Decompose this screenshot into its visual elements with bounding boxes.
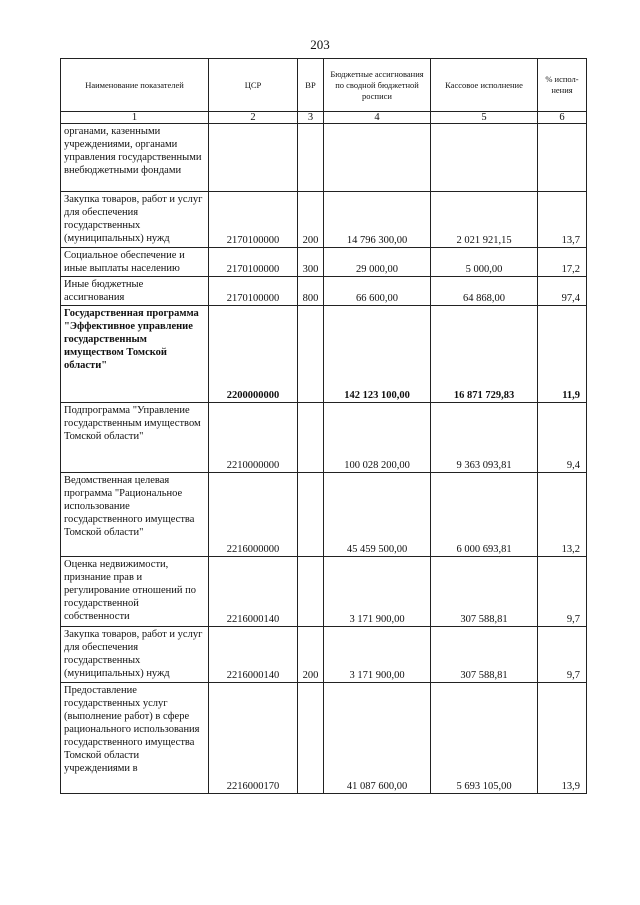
row-name: Закупка товаров, работ и услуг для обеспечения государственных (муниципальных) нужд <box>61 627 209 683</box>
row-vr: 300 <box>298 248 324 277</box>
row-cash: 5 693 105,00 <box>431 683 538 794</box>
row-cash: 64 868,00 <box>431 277 538 306</box>
row-vr <box>298 557 324 627</box>
row-pct: 11,9 <box>538 306 587 403</box>
row-name: Закупка товаров, работ и услуг для обеспечения государственных (муниципальных) нужд <box>61 192 209 248</box>
row-cash: 16 871 729,83 <box>431 306 538 403</box>
header-csr: ЦСР <box>209 59 298 112</box>
row-budget: 66 600,00 <box>324 277 431 306</box>
row-cash: 2 021 921,15 <box>431 192 538 248</box>
row-csr: 2216000140 <box>209 627 298 683</box>
row-vr <box>298 473 324 557</box>
row-csr: 2216000170 <box>209 683 298 794</box>
header-pct: % испол-нения <box>538 59 587 112</box>
row-name: Оценка недвижимости, признание прав и регулирование отношений по государственной собственности <box>61 557 209 627</box>
row-budget: 14 796 300,00 <box>324 192 431 248</box>
row-csr <box>209 124 298 192</box>
row-pct: 17,2 <box>538 248 587 277</box>
row-vr: 800 <box>298 277 324 306</box>
row-vr <box>298 683 324 794</box>
table-row <box>61 277 587 306</box>
header-cash: Кассовое исполнение <box>431 59 538 112</box>
column-number: 2 <box>209 112 298 124</box>
column-number: 4 <box>324 112 431 124</box>
row-pct: 97,4 <box>538 277 587 306</box>
table-row <box>61 124 587 192</box>
row-name: Государственная программа "Эффективное управление государственным имуществом Томской области" <box>61 306 209 403</box>
row-pct: 9,4 <box>538 403 587 473</box>
table-row <box>61 473 587 557</box>
row-pct <box>538 124 587 192</box>
row-pct: 13,7 <box>538 192 587 248</box>
column-number: 3 <box>298 112 324 124</box>
row-budget: 3 171 900,00 <box>324 627 431 683</box>
row-cash: 307 588,81 <box>431 557 538 627</box>
row-budget <box>324 124 431 192</box>
row-name: органами, казенными учреждениями, органами управления государственными внебюджетными фондами <box>61 124 209 192</box>
row-budget: 3 171 900,00 <box>324 557 431 627</box>
row-cash: 9 363 093,81 <box>431 403 538 473</box>
row-csr: 2216000000 <box>209 473 298 557</box>
row-vr <box>298 124 324 192</box>
row-cash: 6 000 693,81 <box>431 473 538 557</box>
table-row <box>61 627 587 683</box>
row-csr: 2170100000 <box>209 248 298 277</box>
column-number: 5 <box>431 112 538 124</box>
row-cash: 5 000,00 <box>431 248 538 277</box>
table-row <box>61 683 587 794</box>
row-name: Предоставление государственных услуг (выполнение работ) в сфере рационального использования государственного имущества Томской области учреждениями в <box>61 683 209 794</box>
row-name: Ведомственная целевая программа "Рациональное использование государственного имущества Томской области" <box>61 473 209 557</box>
row-pct: 9,7 <box>538 557 587 627</box>
table-row <box>61 248 587 277</box>
row-csr: 2210000000 <box>209 403 298 473</box>
table-row <box>61 306 587 403</box>
row-budget: 100 028 200,00 <box>324 403 431 473</box>
row-budget: 142 123 100,00 <box>324 306 431 403</box>
table-row <box>61 403 587 473</box>
header-vr: ВР <box>298 59 324 112</box>
row-name: Социальное обеспечение и иные выплаты населению <box>61 248 209 277</box>
row-cash: 307 588,81 <box>431 627 538 683</box>
header-name: Наименование показателей <box>61 59 209 112</box>
row-vr: 200 <box>298 192 324 248</box>
budget-table <box>60 58 587 794</box>
row-csr: 2216000140 <box>209 557 298 627</box>
row-csr: 2200000000 <box>209 306 298 403</box>
row-vr <box>298 306 324 403</box>
row-vr <box>298 403 324 473</box>
row-name: Подпрограмма "Управление государственным имуществом Томской области" <box>61 403 209 473</box>
column-number: 6 <box>538 112 587 124</box>
row-name: Иные бюджетные ассигнования <box>61 277 209 306</box>
page-number: 203 <box>310 37 330 52</box>
table-row <box>61 192 587 248</box>
header-budget: Бюджетные ассигнования по сводной бюджетной росписи <box>324 59 431 112</box>
row-csr: 2170100000 <box>209 277 298 306</box>
row-budget: 29 000,00 <box>324 248 431 277</box>
row-pct: 13,9 <box>538 683 587 794</box>
row-budget: 41 087 600,00 <box>324 683 431 794</box>
table-row <box>61 557 587 627</box>
row-budget: 45 459 500,00 <box>324 473 431 557</box>
row-pct: 9,7 <box>538 627 587 683</box>
row-cash <box>431 124 538 192</box>
column-number: 1 <box>61 112 209 124</box>
row-csr: 2170100000 <box>209 192 298 248</box>
row-vr: 200 <box>298 627 324 683</box>
row-pct: 13,2 <box>538 473 587 557</box>
